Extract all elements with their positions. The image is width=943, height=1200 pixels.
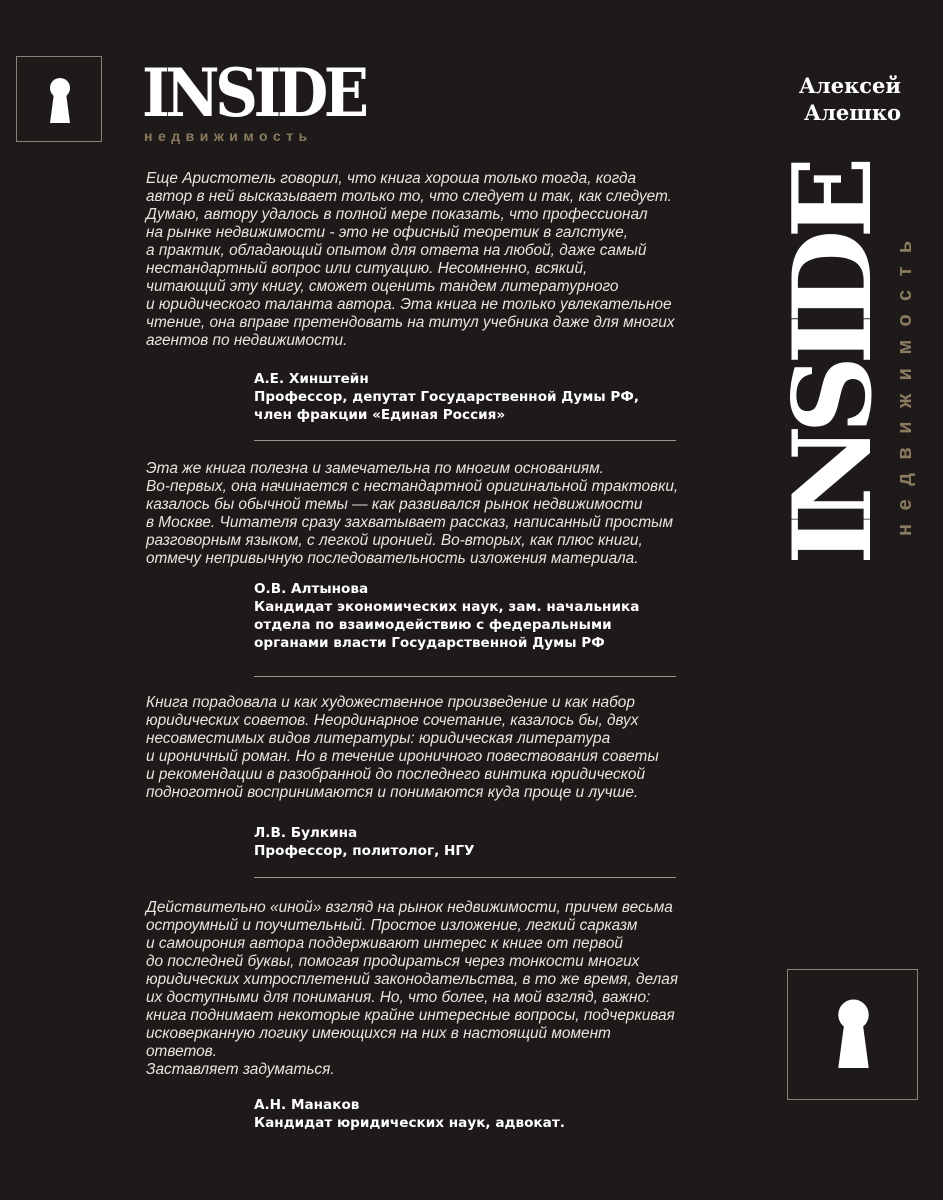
review-block — [146, 460, 686, 652]
author-name — [799, 72, 901, 126]
review-quote: Действительно «иной» взгляд на рынок недвижимости, причем весьма остроумный и поучительный. Простое изложение, легкий сарказм и самоирония автора поддерживают интерес к книге от первой до последней буквы, помогая продираться через тонкости многих юридических хитросплетений законодательства, в то же время, делая их доступными для понимания. Но, что более, на мой взгляд, важно: книга поднимает некоторые крайне интересные вопросы, подчеркивая исковерканную логику имеющихся на них в настоящий момент ответов. Заставляет задуматься. — [146, 899, 679, 1078]
reviewer-name: А.Н. Манаков — [254, 1097, 360, 1113]
reviewer-name: А.Е. Хинштейн — [254, 371, 369, 387]
review-quote: Эта же книга полезна и замечательна по многим основаниям. Во-первых, она начинается с нестандартной оригинальной трактовки, казалось бы обычной темы — как развивался рынок недвижимости в Москве. Читателя сразу захватывает рассказ, написанный простым разговорным языком, с легкой иронией. Во-вторых, как плюс книги, отмечу непривычную последовательность изложения материала. — [146, 460, 679, 567]
reviewer-name: Л.В. Булкина — [254, 825, 358, 841]
review-signature — [254, 370, 686, 424]
divider — [254, 440, 676, 441]
divider — [254, 676, 676, 677]
reviewer-role: Кандидат экономических наук, зам. начальника отдела по взаимодействию с федеральными органами власти Государственной Думы РФ — [254, 599, 640, 651]
keyhole-frame-bottom — [787, 969, 918, 1100]
author-first-name: Алексей — [798, 73, 901, 98]
divider — [254, 877, 676, 878]
review-quote: Еще Аристотель говорил, что книга хороша только тогда, когда автор в ней высказывает только то, что следует и так, как следует. Думаю, автору удалось в полной мере показать, что профессионал на рынке недвижимости - это не офисный теоретик в галстуке, а практик, обладающий опытом для ответа на любой, даже самый нестандартный вопрос или ситуацию. Несомненно, всякий, читающий эту книгу, сможет оценить тандем литературного и юридического таланта автора. Эта книга не только увлекательное чтение, она вправе претендовать на титул учебника даже для многих агентов по недвижимости. — [146, 170, 675, 349]
review-signature — [254, 1096, 686, 1132]
review-signature — [254, 824, 686, 860]
reviewer-role: Профессор, политолог, НГУ — [254, 843, 475, 859]
author-last-name: Алешко — [803, 100, 901, 125]
keyhole-frame-top — [16, 56, 102, 142]
reviewer-name: О.В. Алтынова — [254, 581, 369, 597]
keyhole-icon — [48, 77, 72, 123]
review-block — [146, 694, 686, 860]
reviewer-role: Кандидат юридических наук, адвокат. — [254, 1115, 565, 1131]
logo-wordmark: INSIDE — [142, 54, 365, 132]
keyhole-icon — [835, 998, 872, 1068]
vertical-wordmark: INSIDE — [770, 165, 896, 565]
review-signature — [254, 580, 686, 652]
review-block — [146, 170, 686, 424]
review-block — [146, 899, 686, 1132]
reviewer-role: Профессор, депутат Государственной Думы РФ, член фракции «Единая Россия» — [254, 389, 640, 423]
logo-subtitle: недвижимость — [144, 128, 313, 144]
vertical-subtitle: недвижимость — [894, 227, 916, 536]
review-quote: Книга порадовала и как художественное произведение и как набор юридических советов. Неординарное сочетание, казалось бы, двух несовместимых видов литературы: юридическая литература и ироничный роман. Но в течение ироничного повествования советы и рекомендации в разобранной до последнего винтика юридической подноготной воспринимаются и понимаются куда проще и лучше. — [146, 694, 659, 801]
